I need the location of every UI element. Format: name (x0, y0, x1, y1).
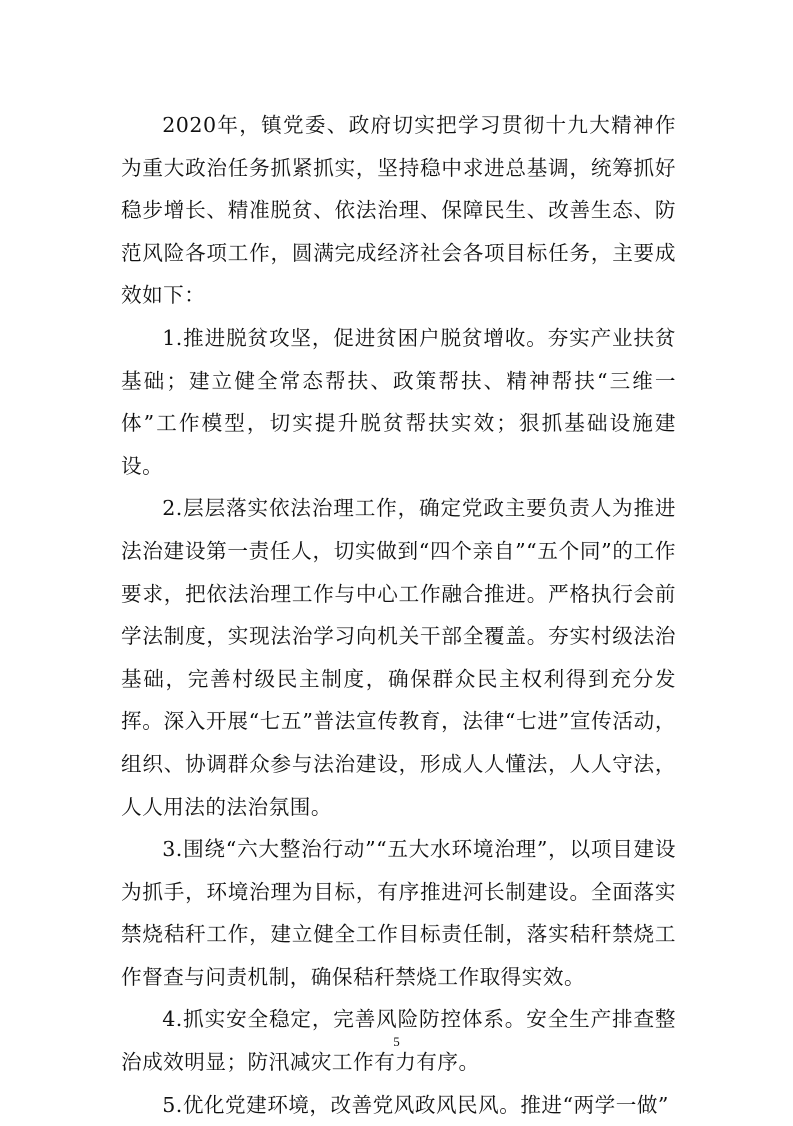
paragraph-item-1: 1.推进脱贫攻坚，促进贫困户脱贫增收。夯实产业扶贫基础；建立健全常态帮扶、政策帮扶、精神帮扶“三维一体”工作模型，切实提升脱贫帮扶实效；狠抓基础设施建设。 (121, 325, 676, 478)
paragraph-item-3: 3.围绕“六大整治行动”“五大水环境治理”，以项目建设为抓手，环境治理为目标，有序推进河长制建设。全面落实禁烧秸秆工作，建立健全工作目标责任制，落实秸秆禁烧工作督查与问责机制，确保秸秆禁烧工作取得实效。 (121, 837, 676, 989)
paragraph-item-5: 5.优化党建环境，改善党风政风民风。推进“两学一做” (162, 1092, 669, 1117)
paragraph-item-4: 4.抓实安全稳定，完善风险防控体系。安全生产排查整治成效明显；防汛减灾工作有力有序。 (121, 1007, 676, 1075)
paragraph-intro: 2020年，镇党委、政府切实把学习贯彻十九大精神作为重大政治任务抓紧抓实，坚持稳中求进总基调，统筹抓好稳步增长、精准脱贫、依法治理、保障民生、改善生态、防范风险各项工作，圆满完成经济社会各项目标任务，主要成效如下： (121, 113, 676, 308)
page-number: 5 (393, 1034, 400, 1049)
document-body (121, 104, 676, 1126)
paragraph-item-2: 2.层层落实依法治理工作，确定党政主要负责人为推进法治建设第一责任人，切实做到“四个亲自”“五个同”的工作要求，把依法治理工作与中心工作融合推进。严格执行会前学法制度，实现法治学习向机关干部全覆盖。夯实村级法治基础，完善村级民主制度，确保群众民主权利得到充分发挥。深入开展“七五”普法宣传教育，法律“七进”宣传活动，组织、协调群众参与法治建设，形成人人懂法，人人守法，人人用法的法治氛围。 (121, 496, 676, 819)
